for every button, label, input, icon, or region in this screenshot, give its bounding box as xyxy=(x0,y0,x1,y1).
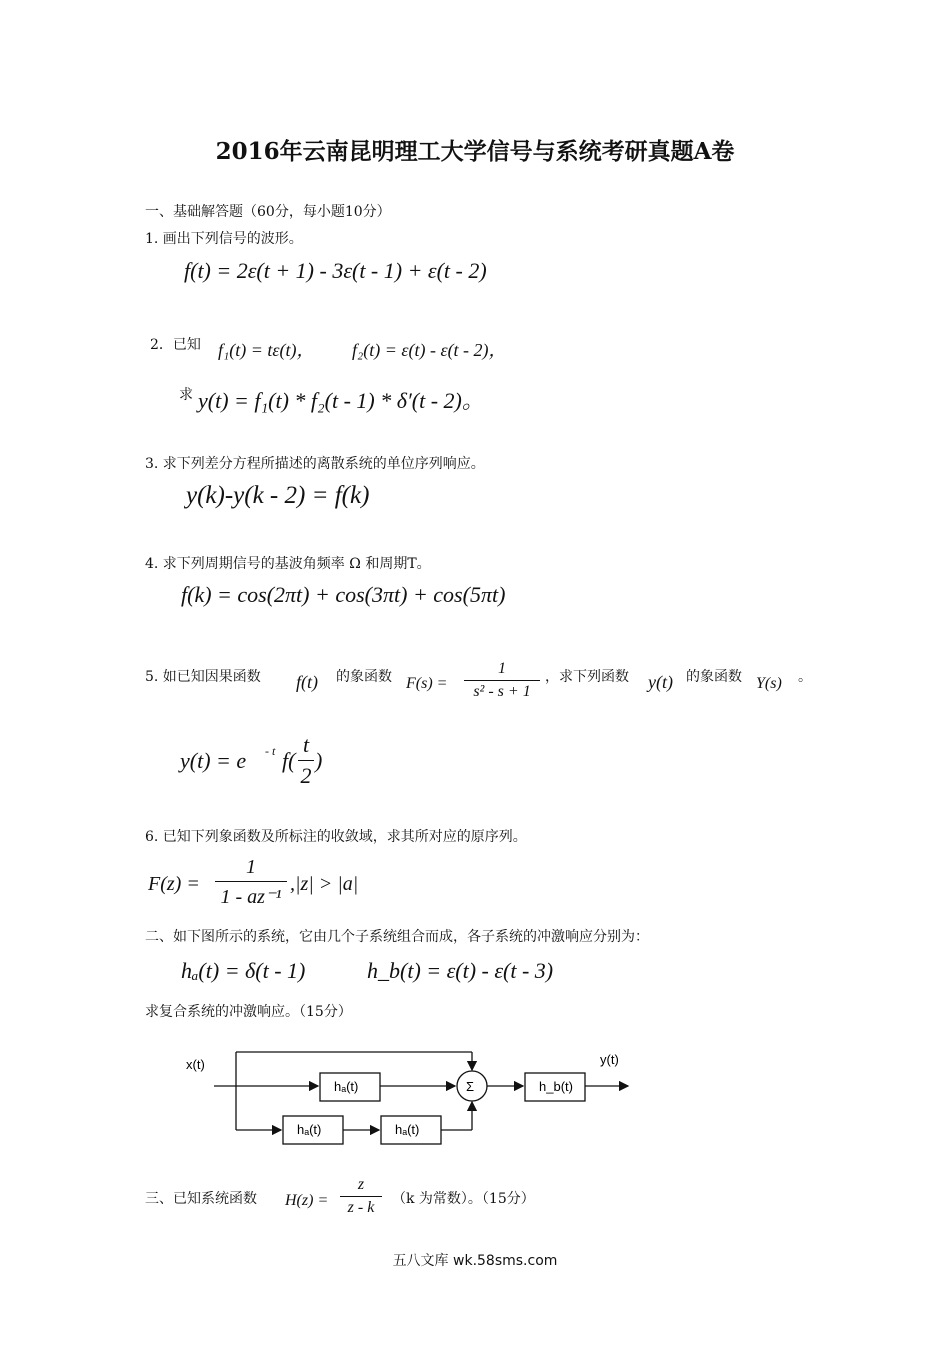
q2-f1: f₁(t) = tε(t)， xyxy=(218,340,315,360)
system-block-diagram xyxy=(170,1040,650,1150)
hb-formula: h_b(t) = ε(t) - ε(t - 3) xyxy=(367,958,554,983)
q2-y-formula: y(t) = f₁(t) * f₂(t - 1) * δ′(t - 2)。 xyxy=(198,388,484,413)
footer-watermark: 五八文库 wk.58sms.com xyxy=(392,1253,558,1269)
section3-denominator: z - k xyxy=(347,1199,375,1216)
q4-formula: f(k) = cos(2πt) + cos(3πt) + cos(5πt) xyxy=(181,582,506,607)
q6-roc: ,|z| > |a| xyxy=(290,873,359,895)
section3-prefix: 三、已知系统函数 xyxy=(145,1191,257,1207)
section1-heading: 一、基础解答题（60分，每小题10分） xyxy=(145,204,391,220)
q5-prefix: 5. 如已知因果函数 xyxy=(145,669,261,685)
q1-formula: f(t) = 2ε(t + 1) - 3ε(t - 1) + ε(t - 2) xyxy=(184,258,487,283)
sum-symbol: Σ xyxy=(466,1079,475,1094)
q2-ask: 求 xyxy=(179,387,193,403)
q6-denominator: 1 - az⁻¹ xyxy=(220,886,282,908)
input-label: x(t) xyxy=(186,1057,205,1072)
q5-end: 。 xyxy=(798,669,812,685)
q2-prefix: 2．已知 xyxy=(150,337,201,353)
q5-yt: y(t) xyxy=(648,672,673,692)
q6-text: 6. 已知下列象函数及所标注的收敛域，求其所对应的原序列。 xyxy=(145,829,527,845)
section2-ask: 求复合系统的冲激响应。（15分） xyxy=(145,1004,352,1020)
q5-mid: 的象函数 xyxy=(336,669,392,685)
q1-text: 1. 画出下列信号的波形。 xyxy=(145,231,303,247)
q5-formula-exponent: - t xyxy=(265,744,276,758)
q3-text: 3. 求下列差分方程所描述的离散系统的单位序列响应。 xyxy=(145,456,485,472)
q5-F-numerator: 1 xyxy=(498,660,506,677)
q4-text: 4. 求下列周期信号的基波角频率 Ω 和周期T。 xyxy=(145,556,431,572)
q5-F-denominator: s² - s + 1 xyxy=(473,683,531,700)
q5-formula-numerator: t xyxy=(302,732,310,757)
q5-Ys: Y(s) xyxy=(756,675,782,692)
q5-formula-fraction xyxy=(298,732,314,789)
section2-heading: 二、如下图所示的系统，它由几个子系统组合而成，各子系统的冲激响应分别为： xyxy=(145,929,649,945)
q5-F-fraction xyxy=(464,660,540,701)
q2-f2: f₂(t) = ε(t) - ε(t - 2)， xyxy=(352,340,507,360)
output-label: y(t) xyxy=(600,1052,619,1067)
q6-fraction xyxy=(215,856,287,909)
block-hb-label: h_b(t) xyxy=(539,1079,573,1094)
block-ha-bottom-2-label: hₐ(t) xyxy=(395,1122,420,1137)
q5-formula-close: ) xyxy=(315,748,323,773)
section3-note: （k 为常数）。（15分） xyxy=(392,1191,535,1207)
q5-ft: f(t) xyxy=(296,672,318,692)
q5-formula-lhs: y(t) = e xyxy=(180,748,247,773)
block-ha-top-label: hₐ(t) xyxy=(334,1079,359,1094)
q6-numerator: 1 xyxy=(246,856,256,878)
q5-mid2: ，求下列函数 xyxy=(545,669,629,685)
block-ha-bottom-1-label: hₐ(t) xyxy=(297,1122,322,1137)
ha-formula: hₐ(t) = δ(t - 1) xyxy=(181,958,306,983)
q5-F-lhs: F(s) = xyxy=(406,675,448,692)
q6-lhs: F(z) = xyxy=(148,873,200,895)
q3-formula: y(k)-y(k - 2) = f(k) xyxy=(186,482,370,509)
section3-numerator: z xyxy=(357,1176,365,1193)
section3-lhs: H(z) = xyxy=(285,1192,329,1209)
q5-formula-f: f( xyxy=(282,748,296,773)
section3-fraction xyxy=(340,1176,382,1217)
page-title: 2016年云南昆明理工大学信号与系统考研真题A卷 xyxy=(215,138,735,165)
q5-mid3: 的象函数 xyxy=(686,669,742,685)
q5-formula-denominator: 2 xyxy=(300,763,312,788)
